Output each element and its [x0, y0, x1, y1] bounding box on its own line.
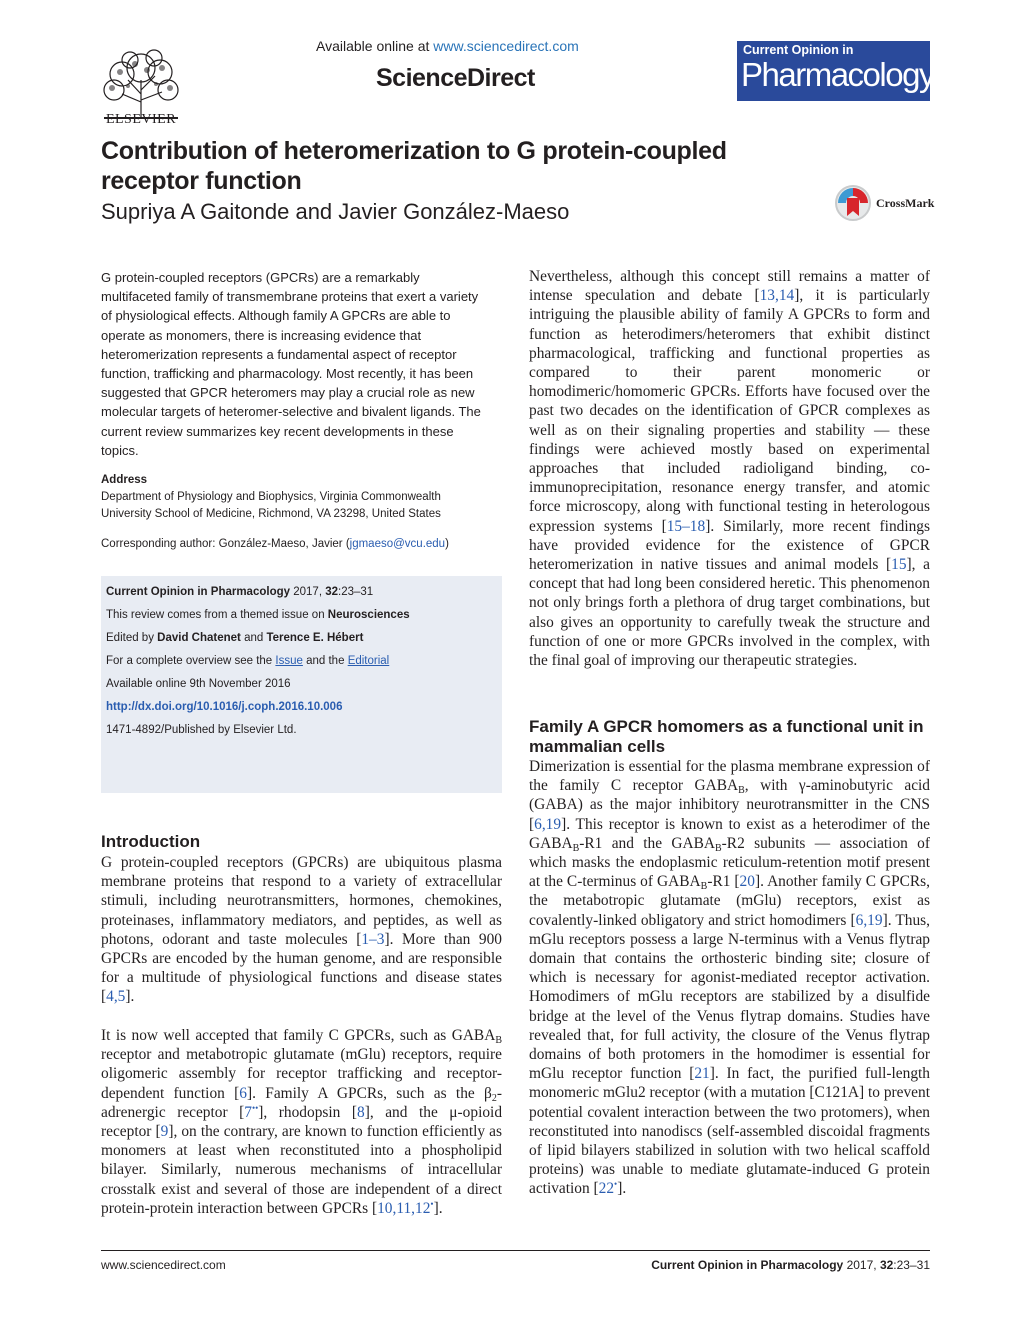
footer-year: 2017, — [846, 1258, 877, 1272]
issn-line: 1471-4892/Published by Elsevier Ltd. — [106, 724, 297, 736]
body-paragraph: Dimerization is essential for the plasma membrane expression of the family C receptor $GABA_B$, with γ-aminobutyric acid (GABA) as the major inhibitory neurotransmitter in the CNS [6,19]. This receptor is known to exist as a heterodimer of the $GABA_B-R1$ and the $GABA_B-R2$ subunits — association of which masks the endoplasmic reticulum-retention motif present at the C-terminus of $GABA_B-R1$ [20]. Another family C GPCRs, the metabotropic glutamate (mGlu) receptors, exist as covalently-linked obligatory and strict homodimers [6,19]. Thus, mGlu receptors possess a large N-terminus with a Venus flytrap domain that contains the orthosteric binding site; closure of which is necessary for agonist-mediated receptor activation. Homodimers of mGlu receptors are stabilized by a disulfide bridge at the level of the Venus flytrap domains. Studies have revealed that, for full activity, the closure of the Venus flytrap domains of both protomers in the homodimer is essential for mGlu receptor function [21]. In fact, the purified full-length monomeric mGlu2 receptor (with a mutation [C121A] to prevent potential covalent interaction between the two protomers), when reconstituted into nanodiscs (self-assembled discoidal fragments of lipid bilayers stabilized in solution with two helical scaffold proteins) was unable to mediate glutamate-induced G protein activation [22•]. — [529, 758, 931, 1198]
section-heading-introduction: Introduction — [101, 832, 201, 851]
address — [101, 489, 496, 523]
theme-name: Neurosciences — [327, 609, 410, 621]
info-year: 2017, — [293, 586, 323, 598]
footer-pages: :23–31 — [893, 1258, 930, 1272]
editor-and: and — [244, 632, 264, 644]
sciencedirect-link[interactable]: www.sciencedirect.com — [433, 38, 579, 54]
journal-logo-line2: Pharmacology — [741, 56, 934, 93]
doi-link[interactable]: http://dx.doi.org/10.1016/j.coph.2016.10.006 — [106, 701, 343, 713]
crossmark-label: CrossMark — [876, 196, 935, 210]
footer-citation — [651, 1258, 930, 1272]
overview-prefix: For a complete overview see the — [106, 655, 273, 667]
available-online — [316, 38, 579, 54]
address-heading: Address — [101, 474, 148, 486]
info-volume: 32 — [325, 586, 339, 598]
corresponding-prefix: Corresponding author: González-Maeso, Javier ( — [101, 538, 350, 550]
corresponding-suffix: ) — [445, 538, 449, 550]
address-line: University School of Medicine, Richmond, VA 23298, United States — [101, 508, 441, 520]
email-link[interactable]: jgmaeso@vcu.edu — [349, 538, 446, 550]
footer-volume: 32 — [879, 1258, 894, 1272]
issue-link[interactable]: Issue — [275, 655, 303, 667]
crossmark-icon — [834, 184, 872, 222]
available-online-date: Available online 9th November 2016 — [106, 678, 291, 690]
editorial-link[interactable]: Editorial — [347, 655, 390, 667]
info-pages: :23–31 — [338, 586, 374, 598]
footer-url[interactable]: www.sciencedirect.com — [101, 1258, 226, 1272]
edited-by-row — [106, 632, 363, 644]
article-authors: Supriya A Gaitonde and Javier González-Maeso — [101, 199, 570, 224]
publisher-name: ELSEVIER — [105, 112, 177, 127]
sciencedirect-brand: ScienceDirect — [376, 64, 535, 92]
available-prefix: Available online at — [316, 38, 430, 54]
info-journal: Current Opinion in Pharmacology — [106, 586, 291, 598]
abstract: G protein-coupled receptors (GPCRs) are a remarkably multifaceted family of transmembrane proteins that exert a variety of physiological effects. Although family A GPCRs are able to operate as monomers, there is increasing evidence that heteromerization represents a fundamental aspect of receptor function, trafficking and pharmacology. Most recently, it has been suggested that GPCR heteromers may play a crucial role as new molecular targets of heteromer-selective and bivalent ligands. The current review summarizes key recent developments in these topics. — [101, 270, 481, 458]
overview-row — [106, 655, 389, 667]
body-paragraph: It is now well accepted that family C GPCRs, such as $GABA_B$ receptor and metabotropic glutamate (mGlu) receptors, require oligomeric assembly for receptor trafficking and receptor-dependent function [6]. Family A GPCRs, such as the $\beta_2$-adrenergic receptor [7••], rhodopsin [8], and the μ-opioid receptor [9], on the contrary, are known to function efficiently as monomers at least when reconstituted into a phospholipid bilayer. Similarly, numerous mechanisms of intracellular crosstalk exist and several of those are independent of a direct protein-protein interaction between GPCRs [10,11,12•]. — [101, 1027, 503, 1217]
section-heading-family-a: Family A GPCR homomers as a functional unit in mammalian cells — [529, 717, 924, 756]
address-line: Department of Physiology and Biophysics, Virginia Commonwealth — [101, 491, 441, 503]
crossmark-badge[interactable] — [834, 184, 934, 224]
journal-logo-line1: Current Opinion in — [743, 43, 854, 57]
body-paragraph: G protein-coupled receptors (GPCRs) are ubiquitous plasma membrane proteins that respond to a variety of extracellular stimuli, including neurotransmitters, hormones, chemokines, proteinases, inflammatory mediators, and peptides, as well as photons, odorant and taste molecules [1–3]. More than 900 GPCRs are encoded by the human genome, and are responsible for a multitude of physiological functions and disease states [4,5]. — [101, 854, 503, 1006]
body-paragraph: Nevertheless, although this concept still remains a matter of intense speculation and debate [13,14], it is particularly intriguing the plausible ability of family A GPCRs to form and function as heterodimers/heteromers that exhibit distinct pharmacological, trafficking and functional properties as compared to their parent monomeric or homodimeric/homomeric GPCRs. Efforts have focused over the past two decades on the identification of GPCR complexes as well as on their signaling properties and stability — these findings were achieved mostly based on experimental approaches that included radioligand binding, co-immunoprecipitation, resonance energy transfer, and atomic force microscopy, along with functional testing in heterologous expression systems [15–18]. Similarly, more recent findings have provided evidence for the existence of GPCR heteromerization in native tissues and animal models [15], a concept that had long been considered heretic. This phenomenon not only brings forth a plethora of drug target combinations, but also gives an opportunity to carefully tweak the structure and function of one or more GPCRs involved in the complex, with the final goal of improving our therapeutic strategies. — [529, 268, 930, 670]
corresponding-author — [101, 538, 496, 550]
edited-prefix: Edited by — [106, 632, 154, 644]
article-title: Contribution of heteromerization to G protein-coupled receptor function — [101, 137, 727, 195]
citation-row — [106, 586, 373, 598]
footer-journal: Current Opinion in Pharmacology — [651, 1258, 844, 1272]
themed-prefix: This review comes from a themed issue on — [106, 609, 325, 621]
themed-issue-row — [106, 609, 410, 621]
footer-divider — [101, 1250, 930, 1251]
editor-name: Terence E. Hébert — [266, 632, 364, 644]
article-info-box — [101, 576, 502, 793]
overview-and: and the — [306, 655, 345, 667]
journal-logo — [737, 41, 934, 101]
editor-name: David Chatenet — [157, 632, 241, 644]
